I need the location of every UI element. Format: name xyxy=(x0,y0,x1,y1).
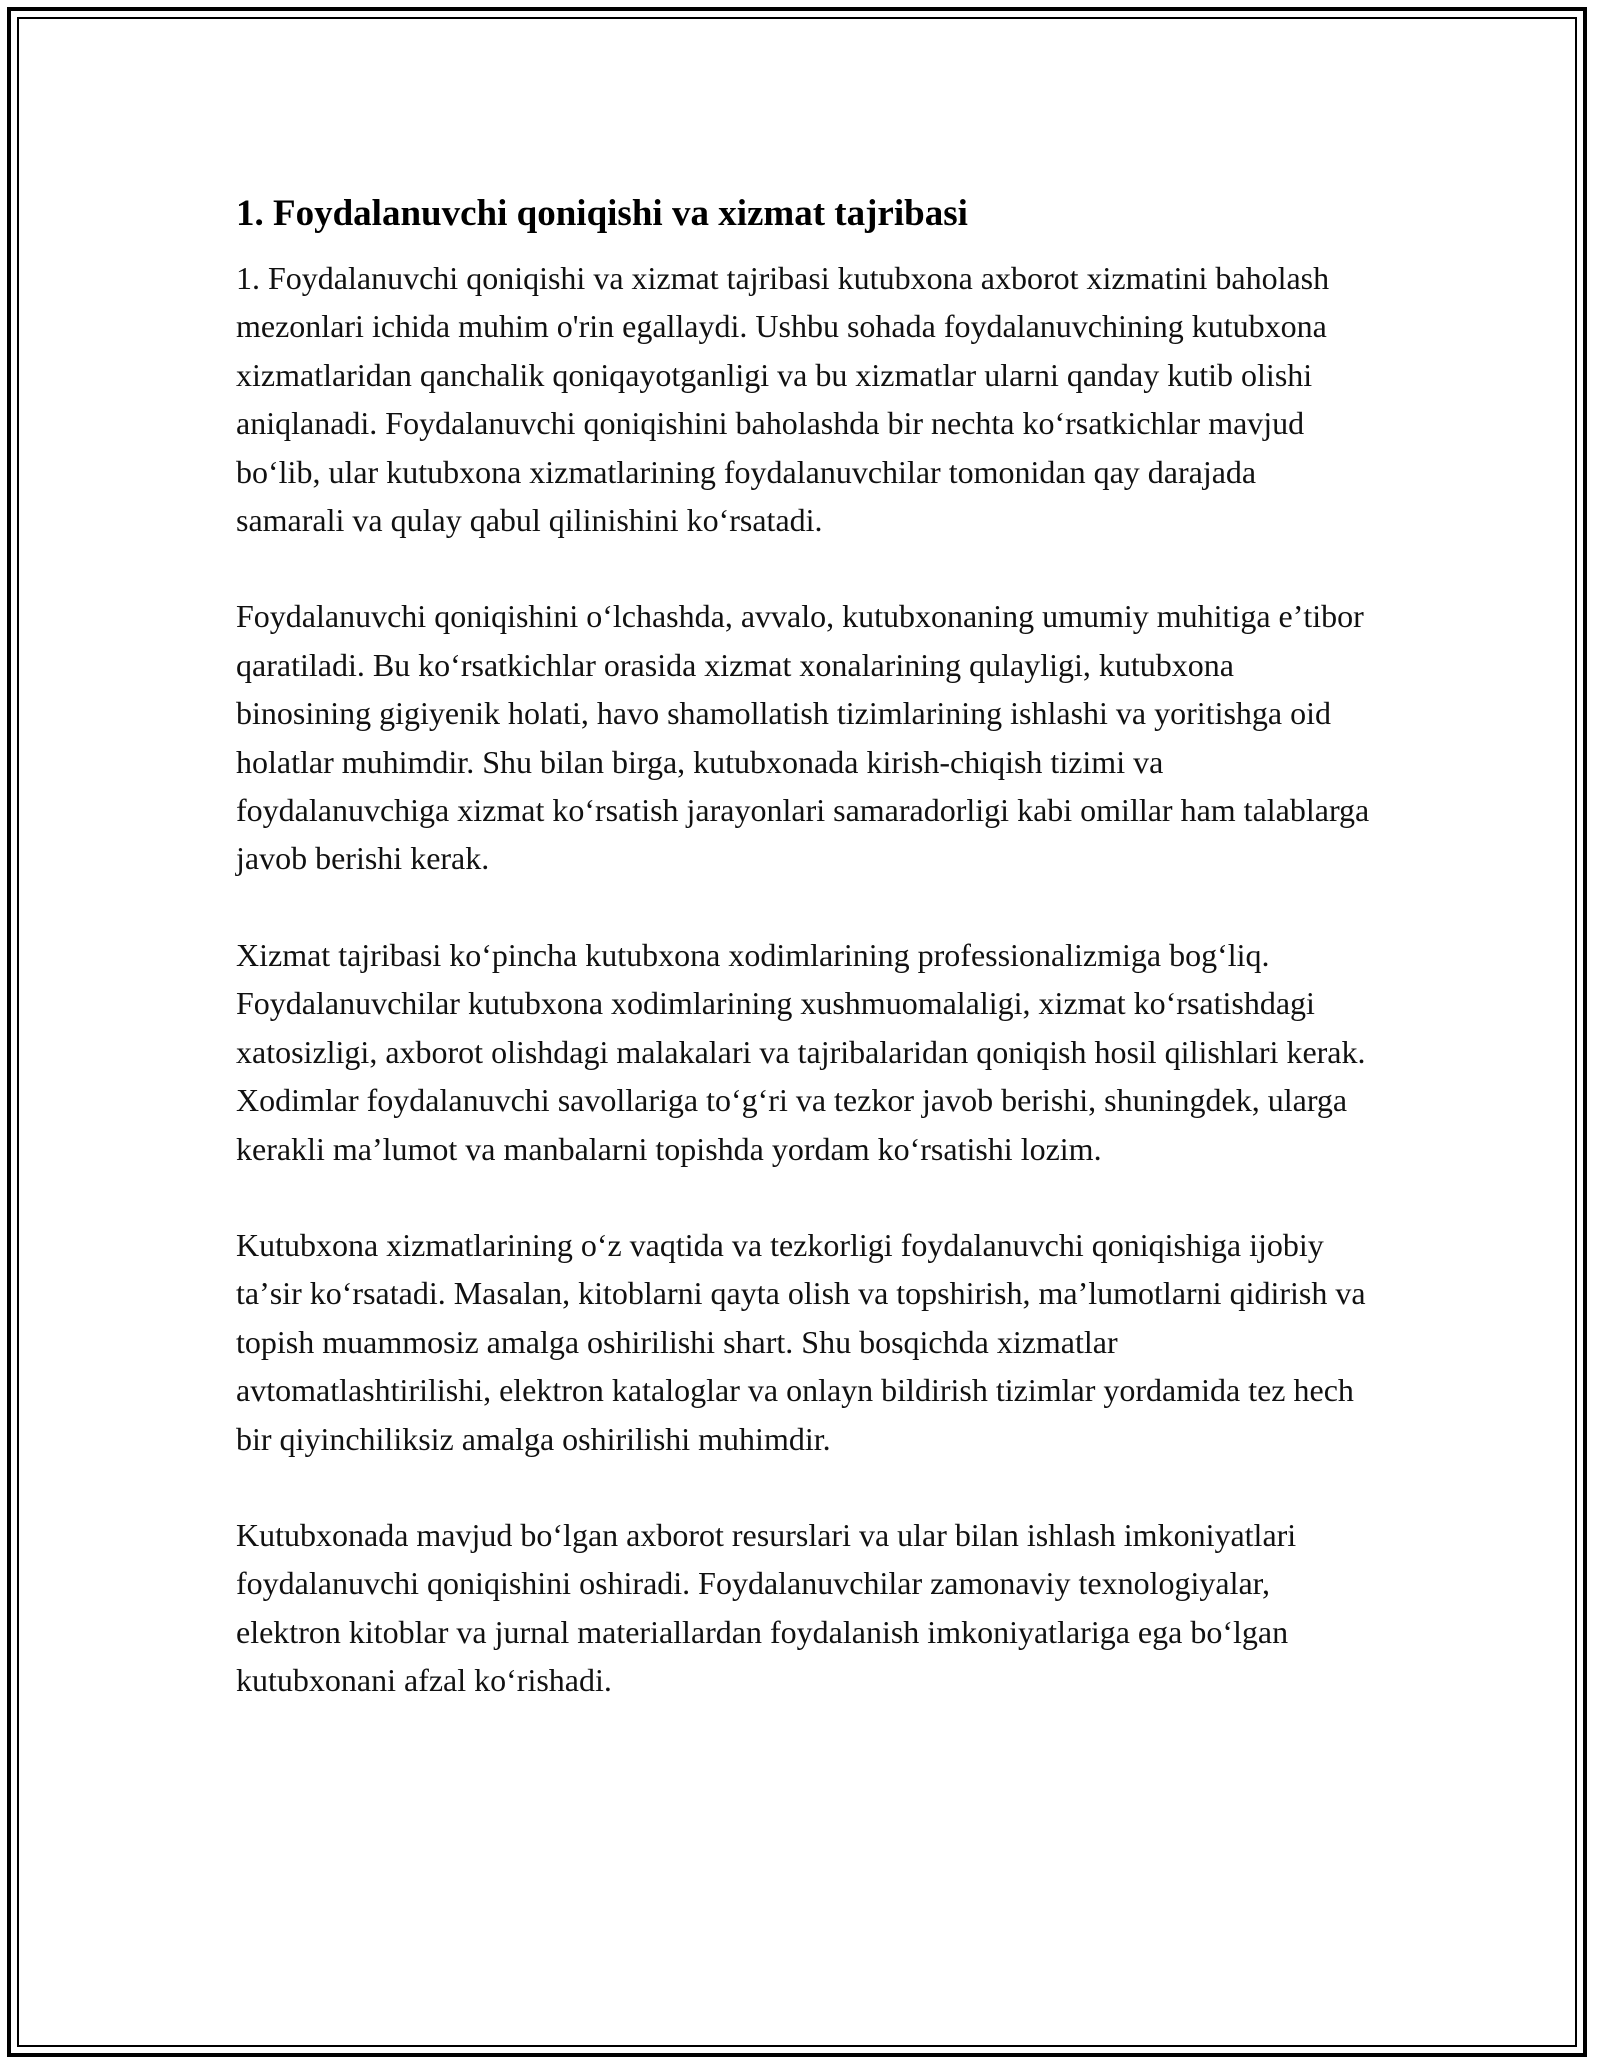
paragraph-resources: Kutubxonada mavjud boʻlgan axborot resurslari va ular bilan ishlash imkoniyatlari foydalanuvchi qoniqishini oshiradi. Foydalanuvchilar zamonaviy texnologiyalar, elektron kitoblar va jurnal materiallardan foydalanish imkoniyatlariga ega boʻlgan kutubxonani afzal koʻrishadi. xyxy=(236,1516,1297,1699)
paragraph-intro: 1. Foydalanuvchi qoniqishi va xizmat tajribasi kutubxona axborot xizmatini baholash mezonlari ichida muhim o'rin egallaydi. Ushbu sohada foydalanuvchining kutubxona xizmatlaridan qanchalik qoniqayotganligi va bu xizmatlar ularni qanday kutib olishi aniqlanadi. Foydalanuvchi qoniqishini baholashda bir nechta koʻrsatkichlar mavjud boʻlib, ular kutubxona xizmatlarining foydalanuvchilar tomonidan qay darajada samarali va qulay qabul qilinishini koʻrsatadi. xyxy=(236,260,1330,539)
paragraph-speed: Kutubxona xizmatlarining oʻz vaqtida va tezkorligi foydalanuvchi qoniqishiga ijobiy taʼsir koʻrsatadi. Masalan, kitoblarni qayta olish va topshirish, maʼlumotlarni qidirish va topish muammosiz amalga oshirilishi shart. Shu bosqichda xizmatlar avtomatlashtirilishi, elektron kataloglar va onlayn bildirish tizimlar yordamida tez hech bir qiyinchiliksiz amalga oshirilishi muhimdir. xyxy=(236,1226,1366,1457)
paragraph-staff: Xizmat tajribasi koʻpincha kutubxona xodimlarining professionalizmiga bogʻliq. Foydalanuvchilar kutubxona xodimlarining xushmuomalaligi, xizmat koʻrsatishdagi xatosizligi, axborot olishdagi malakalari va tajribalaridan qoniqish hosil qilishlari kerak. Xodimlar foydalanuvchi savollariga toʻgʻri va tezkor javob berishi, shuningdek, ularga kerakli maʼlumot va manbalarni topishda yordam koʻrsatishi lozim. xyxy=(236,936,1366,1167)
document-body xyxy=(236,190,1371,1753)
paragraph-environment: Foydalanuvchi qoniqishini oʻlchashda, avvalo, kutubxonaning umumiy muhitiga eʼtibor qaratiladi. Bu koʻrsatkichlar orasida xizmat xonalarining qulayligi, kutubxona binosining gigiyenik holati, havo shamollatish tizimlarining ishlashi va yoritishga oid holatlar muhimdir. Shu bilan birga, kutubxonada kirish-chiqish tizimi va foydalanuvchiga xizmat koʻrsatish jarayonlari samaradorligi kabi omillar ham talablarga javob berishi kerak. xyxy=(236,598,1370,877)
section-heading: 1. Foydalanuvchi qoniqishi va xizmat tajribasi xyxy=(236,193,968,234)
